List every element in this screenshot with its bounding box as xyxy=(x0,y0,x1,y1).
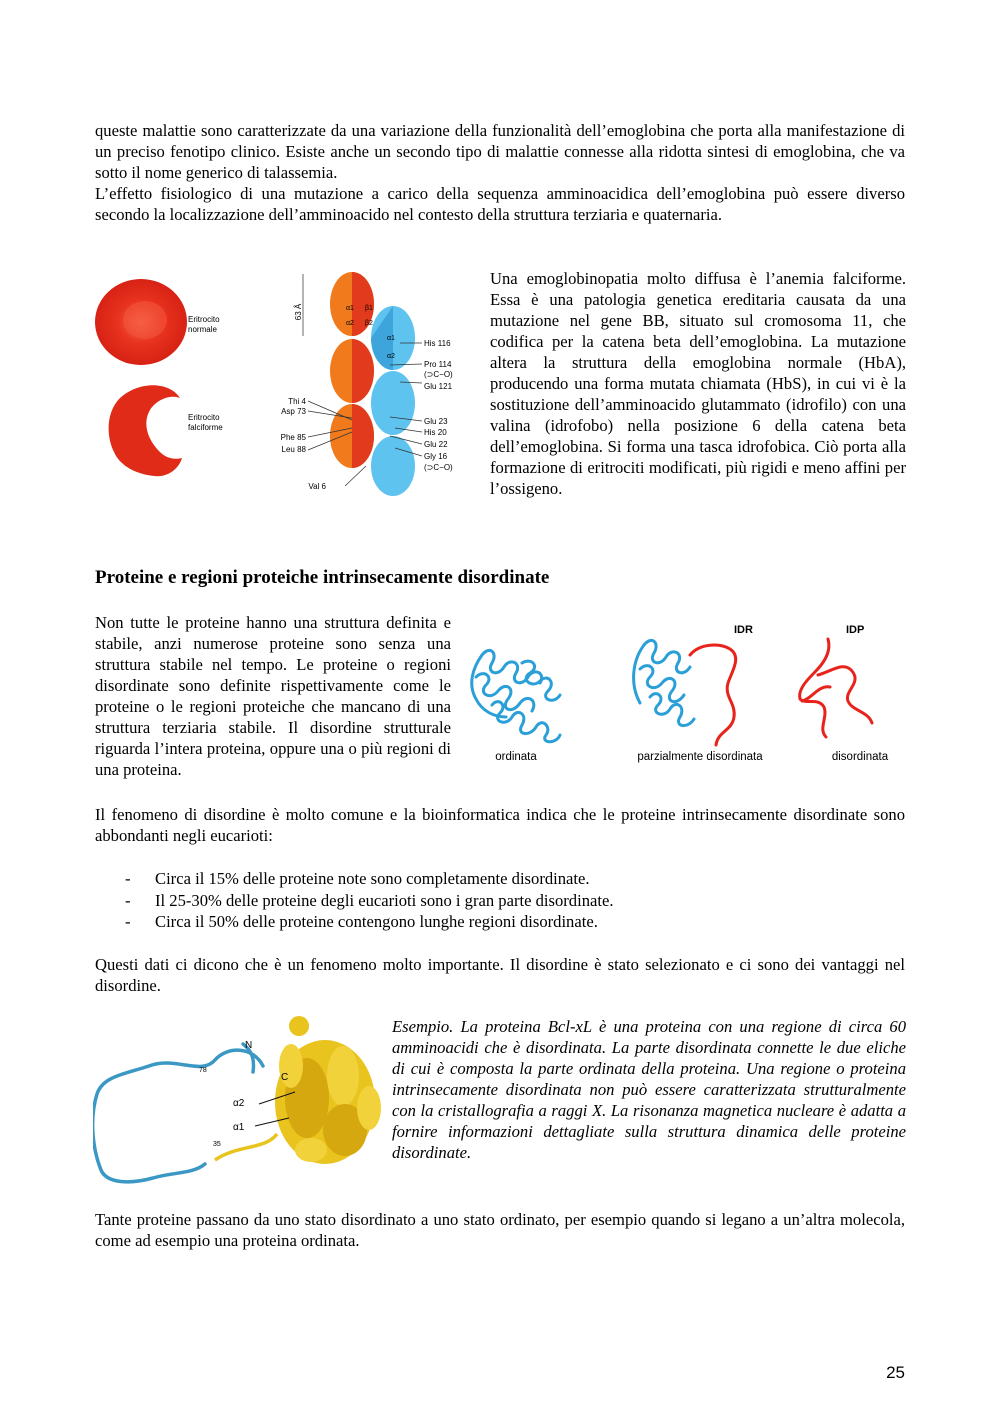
subunit-label-6: α2 xyxy=(387,353,395,360)
normal-label-1: Eritrocito xyxy=(188,315,220,324)
sickle-erythrocyte-image xyxy=(109,385,182,476)
subunit-label-4: β2 xyxy=(365,320,373,327)
intro-text-2: L’effetto fisiologico di una mutazione a carico della sequenza amminoacidica dell’emoglobina può essere diverso secondo la localizzazione dell’amminoacido nel contesto della struttura terziaria e quaternaria. xyxy=(95,184,905,224)
residue-his20: His 20 xyxy=(424,428,447,437)
label-alpha2: α2 xyxy=(233,1098,245,1109)
residue-co-1: (⊃C−O) xyxy=(424,370,453,379)
intro-text-1: queste malattie sono caratterizzate da una variazione della funzionalità dell’emoglobina che porta alla manifestazione di un preciso fenotipo clinico. Esiste anche un secondo tipo di malattie connesse alla ridotta sintesi di emoglobina, che va sotto il nome generico di talassemia. xyxy=(95,121,905,182)
residue-leu88: Leu 88 xyxy=(281,445,306,454)
idp-definition-paragraph: Non tutte le proteine hanno una struttura definita e stabile, anzi numerose proteine sono senza una struttura stabile nel tempo. Le proteine o regioni disordinate sono definite rispettivamente come le proteine o le regioni proteiche che mancano di una struttura terziaria stabile. Il disordine strutturale riguarda l’intera proteina, oppure una o più regioni di una proteina. xyxy=(95,613,451,779)
page-number: 25 xyxy=(886,1363,905,1382)
subunit-label-2: α2 xyxy=(346,320,354,327)
data-paragraph: Questi dati ci dicono che è un fenomeno molto importante. Il disordine è stato selezionato e ci sono dei vantaggi nel disordine. xyxy=(95,955,905,995)
phenomenon-paragraph: Il fenomeno di disordine è molto comune e la bioinformatica indica che le proteine intrinsecamente disordinate sono abbondanti negli eucarioti: xyxy=(95,805,905,845)
residue-glu121: Glu 121 xyxy=(424,382,453,391)
closing-paragraph: Tante proteine passano da uno stato disordinato a uno stato ordinato, per esempio quando si legano a un’altra molecola, come ad esempio una proteina ordinata. xyxy=(95,1210,905,1250)
subunit-label-3: β1 xyxy=(365,305,373,312)
disordered-loop-image xyxy=(93,1044,263,1182)
residue-val6: Val 6 xyxy=(308,482,326,491)
list-item: - Circa il 15% delle proteine note sono completamente disordinate. xyxy=(95,868,613,890)
residue-phe85: Phe 85 xyxy=(280,433,306,442)
label-n-terminus: N xyxy=(245,1040,253,1051)
ordered-protein-image xyxy=(472,650,560,741)
residue-his116: His 116 xyxy=(424,339,451,348)
idp-label: IDP xyxy=(846,624,865,636)
sickle-cell-paragraph: Una emoglobinopatia molto diffusa è l’anemia falciforme. Essa è una patologia genetica ereditaria causata da una mutazione nel gene BB, situato sul cromosoma 11, che codifica per la catena beta dell’emoglobina. La mutazione altera la struttura della emoglobina normale (HbA), producendo una forma mutata chiamata (HbS), in cui vi è la sostituzione dell’amminoacido glutammato (idrofilo) con una valina (idrofobo) nella posizione 6 della catena beta dell’emoglobina. Si forma una tasca idrofobica. Ciò porta alla formazione di eritrociti modificati, più rigidi e meno affini per l’ossigeno. xyxy=(490,269,906,498)
subunit-label-1: α1 xyxy=(346,305,354,312)
normal-erythrocyte-image xyxy=(95,279,187,365)
caption-partially-disordered: parzialmente disordinata xyxy=(637,751,763,763)
list-item: - Circa il 50% delle proteine contengono lunghe regioni disordinate. xyxy=(95,911,613,933)
normal-label-2: normale xyxy=(188,325,217,334)
partially-disordered-protein-image xyxy=(634,640,736,745)
statistics-list xyxy=(95,868,613,933)
sickle-label-2: falciforme xyxy=(188,423,223,432)
bcl-xl-structure-figure xyxy=(93,1012,383,1187)
helical-bundle-image xyxy=(215,1016,381,1164)
disordered-protein-image xyxy=(800,639,872,737)
residue-glu23: Glu 23 xyxy=(424,417,448,426)
residue-pro114: Pro 114 xyxy=(424,360,452,369)
disorder-types-figure xyxy=(462,615,906,770)
caption-ordered: ordinata xyxy=(495,751,537,763)
distance-label: 63 Å xyxy=(294,303,303,321)
list-item: - Il 25-30% delle proteine degli eucarioti sono i gran parte disordinate. xyxy=(95,890,613,912)
hemoglobin-polymer-diagram xyxy=(294,272,415,496)
example-paragraph: Esempio. La proteina Bcl-xL è una proteina con una regione di circa 60 amminoacidi che è disordinata. La parte disordinata connette le due eliche di cui è composta la parte ordinata della proteina. Una regione o proteina intrinsecamente disordinata non può essere caratterizzata strutturalmente con la cristallografia a raggi X. La risonanza magnetica nucleare è adatta a fornire informazioni dettagliate sulla struttura dinamica delle proteine disordinate. xyxy=(392,1017,906,1162)
residue-thi4: Thi 4 xyxy=(288,397,306,406)
label-residue-78: 78 xyxy=(199,1067,207,1074)
subunit-label-5: α1 xyxy=(387,335,395,342)
residue-asp73: Asp 73 xyxy=(281,407,306,416)
intro-paragraph xyxy=(95,120,905,225)
residue-gly16: Gly 16 xyxy=(424,452,448,461)
caption-disordered: disordinata xyxy=(831,751,889,763)
sickle-cell-figure xyxy=(90,270,475,510)
section-heading: Proteine e regioni proteiche intrinsecamente disordinate xyxy=(95,567,550,588)
label-residue-35: 35 xyxy=(213,1141,221,1148)
residue-co-2: (⊃C−O) xyxy=(424,463,453,472)
sickle-label-1: Eritrocito xyxy=(188,413,220,422)
label-c-terminus: C xyxy=(281,1072,289,1083)
residue-glu22: Glu 22 xyxy=(424,440,448,449)
idr-label: IDR xyxy=(734,624,753,636)
label-alpha1: α1 xyxy=(233,1122,245,1133)
